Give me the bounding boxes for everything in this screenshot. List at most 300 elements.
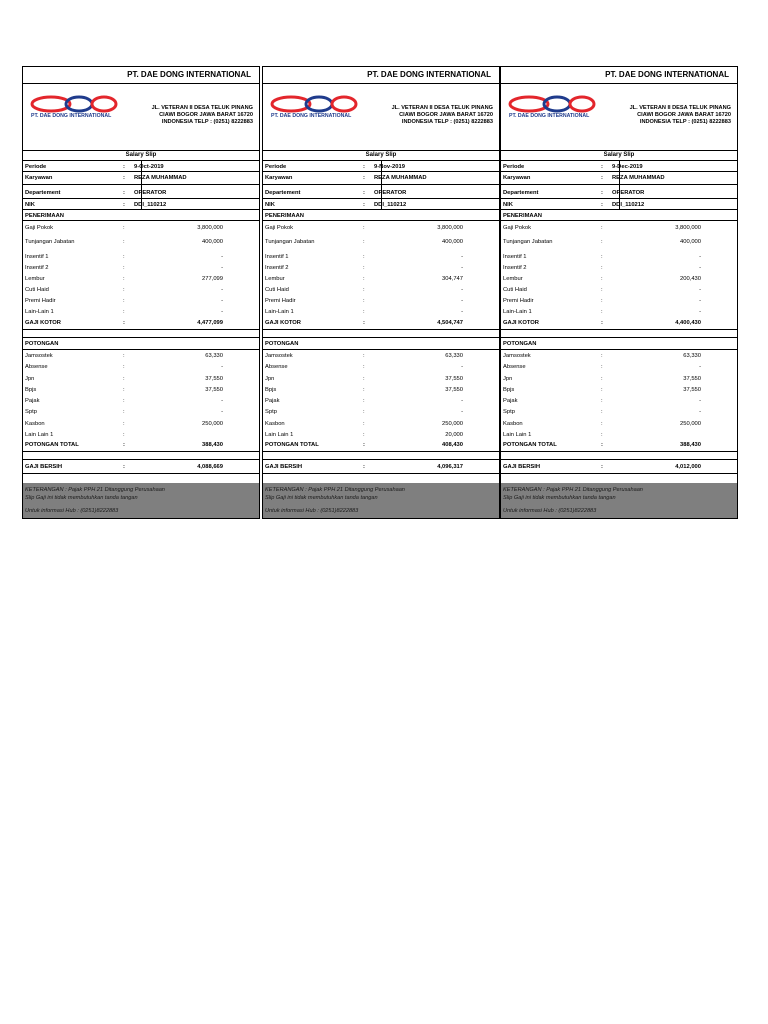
row-divider	[501, 337, 737, 338]
row-insentif2	[263, 264, 499, 272]
row-value: -	[461, 309, 463, 315]
row-value: 400,000	[442, 239, 463, 245]
row-lain-out	[501, 431, 737, 439]
row-premi	[23, 297, 259, 305]
row-label: POTONGAN	[503, 341, 537, 347]
row-gaji-kotor	[23, 319, 259, 327]
row-colon: :	[601, 287, 603, 293]
row-divider	[501, 459, 737, 460]
row-value: -	[221, 254, 223, 260]
row-value: OPERATOR	[612, 190, 645, 196]
row-colon: :	[123, 442, 125, 448]
row-colon: :	[123, 364, 125, 370]
row-label: Bpjs	[265, 387, 277, 393]
row-label: Lain-Lain 1	[265, 309, 294, 315]
row-colon: :	[363, 175, 365, 181]
row-label: GAJI BERSIH	[25, 464, 63, 470]
row-colon: :	[363, 254, 365, 260]
row-label: GAJI BERSIH	[503, 464, 541, 470]
row-label: Absense	[503, 364, 526, 370]
row-gaji-bersih	[501, 463, 737, 471]
row-nik	[23, 201, 259, 209]
row-lembur	[501, 275, 737, 283]
row-value: -	[221, 364, 223, 370]
row-colon: :	[601, 225, 603, 231]
row-value: -	[699, 309, 701, 315]
row-value: -	[221, 409, 223, 415]
row-value: -	[699, 409, 701, 415]
row-colon: :	[123, 265, 125, 271]
row-tunjangan	[23, 238, 259, 246]
row-pajak	[501, 397, 737, 405]
row-divider	[23, 209, 259, 210]
row-colon: :	[363, 353, 365, 359]
row-colon: :	[363, 376, 365, 382]
row-value: -	[699, 364, 701, 370]
row-value: -	[221, 287, 223, 293]
logo-text: PT. DAE DONG INTERNATIONAL	[271, 113, 352, 119]
row-label: Bpjs	[25, 387, 37, 393]
row-colon: :	[601, 387, 603, 393]
row-karyawan	[263, 174, 499, 182]
row-colon: :	[123, 421, 125, 427]
row-label: Cuti Haid	[25, 287, 49, 293]
row-kasbon	[23, 420, 259, 428]
row-jpn	[263, 375, 499, 383]
row-colon: :	[601, 376, 603, 382]
row-value: -	[221, 298, 223, 304]
row-label: Cuti Haid	[265, 287, 289, 293]
row-label: Tunjangan Jabatan	[25, 239, 75, 245]
row-label: Jamsostek	[265, 353, 293, 359]
row-divider	[501, 349, 737, 350]
row-label: Tunjangan Jabatan	[503, 239, 553, 245]
row-value: -	[699, 398, 701, 404]
row-potongan-total	[501, 441, 737, 449]
row-colon: :	[601, 276, 603, 282]
row-colon: :	[363, 398, 365, 404]
row-divider	[263, 220, 499, 221]
row-value: 388,430	[202, 442, 223, 448]
row-value: 3,800,000	[437, 225, 463, 231]
row-divider	[263, 473, 499, 474]
row-value: REZA MUHAMMAD	[134, 175, 187, 181]
row-pajak	[263, 397, 499, 405]
row-label: Departement	[25, 190, 61, 196]
row-label: PENERIMAAN	[25, 213, 64, 219]
footer-note: Slip Gaji ini tidak membutuhkan tanda tangan	[25, 495, 138, 501]
row-label: PENERIMAAN	[265, 213, 304, 219]
row-colon: :	[123, 298, 125, 304]
row-value: REZA MUHAMMAD	[374, 175, 427, 181]
row-value: 37,550	[205, 376, 223, 382]
row-departement	[23, 189, 259, 197]
row-colon: :	[601, 265, 603, 271]
row-label: Insentif 2	[265, 265, 289, 271]
row-label: Jpn	[25, 376, 35, 382]
row-departement	[263, 189, 499, 197]
row-value: -	[461, 409, 463, 415]
row-colon: :	[363, 442, 365, 448]
row-label: Gaji Pokok	[503, 225, 532, 231]
row-colon: :	[363, 432, 365, 438]
row-value: 37,550	[683, 376, 701, 382]
row-value: 250,000	[680, 421, 701, 427]
row-value: -	[461, 254, 463, 260]
row-value: -	[699, 254, 701, 260]
row-label: Tunjangan Jabatan	[265, 239, 315, 245]
row-colon: :	[601, 442, 603, 448]
row-label: Kasbon	[25, 421, 45, 427]
row-lain-in	[501, 308, 737, 316]
row-insentif2	[501, 264, 737, 272]
row-colon: :	[363, 164, 365, 170]
row-periode	[501, 163, 737, 171]
row-value: 4,504,747	[437, 320, 463, 326]
row-divider	[263, 209, 499, 210]
row-colon: :	[123, 254, 125, 260]
row-value: DDI_110212	[134, 202, 167, 208]
row-sptp	[23, 408, 259, 416]
row-penerimaan	[501, 212, 737, 220]
row-value: 388,430	[680, 442, 701, 448]
slip-title: Salary Slip	[125, 152, 157, 158]
row-value: -	[461, 287, 463, 293]
company-name: PT. DAE DONG INTERNATIONAL	[367, 70, 491, 79]
row-colon: :	[601, 164, 603, 170]
row-value: 9-Nov-2019	[374, 164, 405, 170]
row-kasbon	[263, 420, 499, 428]
row-value: 250,000	[202, 421, 223, 427]
row-insentif1	[23, 253, 259, 261]
row-colon: :	[123, 398, 125, 404]
row-colon: :	[363, 387, 365, 393]
row-label: Lain Lain 1	[265, 432, 294, 438]
row-gaji-bersih	[23, 463, 259, 471]
row-potongan	[23, 340, 259, 348]
row-pajak	[23, 397, 259, 405]
footer-info: Untuk informasi Hub : (0251)8222883	[25, 508, 119, 514]
row-lain-out	[263, 431, 499, 439]
row-colon: :	[601, 398, 603, 404]
row-label: Cuti Haid	[503, 287, 527, 293]
row-colon: :	[363, 202, 365, 208]
row-colon: :	[363, 265, 365, 271]
row-colon: :	[363, 421, 365, 427]
row-label: Jamsostek	[503, 353, 531, 359]
row-label: Lain Lain 1	[25, 432, 54, 438]
row-value: 304,747	[442, 276, 463, 282]
slip-footer	[501, 483, 737, 518]
row-value: 4,477,099	[197, 320, 223, 326]
salary-slip	[22, 66, 260, 519]
row-value: 4,096,317	[437, 464, 463, 470]
company-address	[373, 105, 493, 126]
row-colon: :	[123, 190, 125, 196]
title-divider	[263, 150, 499, 151]
row-label: Kasbon	[265, 421, 285, 427]
row-colon: :	[601, 254, 603, 260]
row-jamsostek	[501, 352, 737, 360]
company-name: PT. DAE DONG INTERNATIONAL	[127, 70, 251, 79]
row-penerimaan	[263, 212, 499, 220]
address-line: INDONESIA TELP : (0251) 8222883	[401, 119, 493, 125]
row-value: OPERATOR	[374, 190, 407, 196]
row-value: -	[461, 298, 463, 304]
row-absense	[263, 363, 499, 371]
row-divider	[501, 209, 737, 210]
row-lain-in	[23, 308, 259, 316]
row-value: 277,099	[202, 276, 223, 282]
row-colon: :	[601, 409, 603, 415]
row-label: Lain-Lain 1	[503, 309, 532, 315]
row-colon: :	[123, 309, 125, 315]
row-gaji-pokok	[23, 224, 259, 232]
row-tunjangan	[501, 238, 737, 246]
row-value: 63,330	[683, 353, 701, 359]
row-label: Insentif 2	[25, 265, 49, 271]
row-absense	[23, 363, 259, 371]
row-value: 200,430	[680, 276, 701, 282]
row-divider	[501, 329, 737, 330]
row-value: 4,088,669	[197, 464, 223, 470]
row-divider	[23, 349, 259, 350]
row-label: Sptp	[265, 409, 277, 415]
row-potongan	[501, 340, 737, 348]
row-colon: :	[363, 190, 365, 196]
row-label: Kasbon	[503, 421, 523, 427]
row-label: Sptp	[503, 409, 515, 415]
row-label: Jamsostek	[25, 353, 53, 359]
row-potongan	[263, 340, 499, 348]
row-label: Periode	[265, 164, 287, 170]
row-divider	[263, 459, 499, 460]
row-label: Karyawan	[25, 175, 53, 181]
row-divider	[263, 329, 499, 330]
row-label: GAJI KOTOR	[265, 320, 301, 326]
row-colon: :	[123, 239, 125, 245]
row-colon: :	[123, 202, 125, 208]
row-lain-in	[263, 308, 499, 316]
row-value: -	[699, 287, 701, 293]
row-label: POTONGAN	[265, 341, 299, 347]
row-colon: :	[601, 202, 603, 208]
row-colon: :	[601, 190, 603, 196]
address-line: INDONESIA TELP : (0251) 8222883	[161, 119, 253, 125]
row-bpjs	[23, 386, 259, 394]
row-divider	[23, 220, 259, 221]
row-colon: :	[363, 464, 365, 470]
row-bpjs	[501, 386, 737, 394]
row-label: Bpjs	[503, 387, 515, 393]
row-gaji-pokok	[263, 224, 499, 232]
row-periode	[23, 163, 259, 171]
row-label: NIK	[265, 202, 275, 208]
row-penerimaan	[23, 212, 259, 220]
row-value: -	[461, 265, 463, 271]
row-value: REZA MUHAMMAD	[612, 175, 665, 181]
row-premi	[501, 297, 737, 305]
row-lembur	[263, 275, 499, 283]
row-label: Lembur	[265, 276, 285, 282]
row-value: 4,012,000	[675, 464, 701, 470]
row-label: Insentif 1	[25, 254, 49, 260]
row-gaji-pokok	[501, 224, 737, 232]
row-insentif1	[501, 253, 737, 261]
row-label: Departement	[503, 190, 539, 196]
row-label: NIK	[25, 202, 35, 208]
row-value: 37,550	[205, 387, 223, 393]
title-divider	[23, 150, 259, 151]
company-logo-icon	[507, 95, 599, 119]
row-label: POTONGAN TOTAL	[503, 442, 557, 448]
row-colon: :	[363, 320, 365, 326]
row-label: Pajak	[265, 398, 280, 404]
row-label: POTONGAN TOTAL	[25, 442, 79, 448]
row-label: Absense	[265, 364, 288, 370]
row-value: OPERATOR	[134, 190, 167, 196]
row-label: Periode	[503, 164, 525, 170]
row-jamsostek	[23, 352, 259, 360]
row-label: Insentif 1	[265, 254, 289, 260]
row-value: -	[699, 265, 701, 271]
row-label: GAJI BERSIH	[265, 464, 303, 470]
row-label: PENERIMAAN	[503, 213, 542, 219]
row-label: Absense	[25, 364, 48, 370]
row-colon: :	[363, 298, 365, 304]
row-sptp	[501, 408, 737, 416]
row-value: 37,550	[683, 387, 701, 393]
row-insentif2	[23, 264, 259, 272]
address-line: JL. VETERAN II DESA TELUK PINANG	[629, 105, 731, 111]
address-line: CIAWI BOGOR JAWA BARAT 16720	[159, 112, 253, 118]
row-label: Premi Hadir	[265, 298, 296, 304]
row-value: -	[699, 298, 701, 304]
row-colon: :	[363, 276, 365, 282]
row-value: 3,800,000	[197, 225, 223, 231]
footer-info: Untuk informasi Hub : (0251)8222883	[503, 508, 597, 514]
row-colon: :	[601, 175, 603, 181]
row-label: POTONGAN TOTAL	[265, 442, 319, 448]
row-label: GAJI KOTOR	[25, 320, 61, 326]
company-logo-icon	[269, 95, 361, 119]
row-colon: :	[123, 320, 125, 326]
row-value: DDI_110212	[612, 202, 645, 208]
row-colon: :	[601, 364, 603, 370]
footer-keterangan: KETERANGAN : Pajak PPH 21 Ditanggung Perusahaan	[265, 487, 405, 493]
row-colon: :	[123, 225, 125, 231]
row-colon: :	[123, 175, 125, 181]
row-label: Periode	[25, 164, 47, 170]
row-divider	[263, 337, 499, 338]
row-premi	[263, 297, 499, 305]
row-value: 37,550	[445, 387, 463, 393]
row-jpn	[501, 375, 737, 383]
row-label: Jpn	[503, 376, 513, 382]
address-line: CIAWI BOGOR JAWA BARAT 16720	[637, 112, 731, 118]
row-value: 400,000	[680, 239, 701, 245]
row-label: Insentif 2	[503, 265, 527, 271]
address-line: JL. VETERAN II DESA TELUK PINANG	[391, 105, 493, 111]
salary-slip	[500, 66, 738, 519]
row-gaji-bersih	[263, 463, 499, 471]
row-colon: :	[363, 409, 365, 415]
row-label: Sptp	[25, 409, 37, 415]
row-label: Karyawan	[265, 175, 293, 181]
row-value: 400,000	[202, 239, 223, 245]
row-gaji-kotor	[501, 319, 737, 327]
row-lain-out	[23, 431, 259, 439]
row-label: Departement	[265, 190, 301, 196]
slip-title: Salary Slip	[603, 152, 635, 158]
footer-note: Slip Gaji ini tidak membutuhkan tanda tangan	[503, 495, 616, 501]
header-divider	[23, 83, 259, 84]
row-colon: :	[363, 225, 365, 231]
row-label: Pajak	[25, 398, 40, 404]
row-insentif1	[263, 253, 499, 261]
row-colon: :	[123, 409, 125, 415]
row-cuti	[23, 286, 259, 294]
logo-text: PT. DAE DONG INTERNATIONAL	[509, 113, 590, 119]
row-potongan-total	[23, 441, 259, 449]
company-name: PT. DAE DONG INTERNATIONAL	[605, 70, 729, 79]
row-colon: :	[601, 320, 603, 326]
footer-note: Slip Gaji ini tidak membutuhkan tanda tangan	[265, 495, 378, 501]
footer-keterangan: KETERANGAN : Pajak PPH 21 Ditanggung Perusahaan	[25, 487, 165, 493]
row-value: -	[221, 398, 223, 404]
row-value: 3,800,000	[675, 225, 701, 231]
company-address	[611, 105, 731, 126]
row-colon: :	[601, 298, 603, 304]
row-divider	[263, 349, 499, 350]
row-value: 4,400,430	[675, 320, 701, 326]
row-colon: :	[363, 239, 365, 245]
row-absense	[501, 363, 737, 371]
row-colon: :	[123, 164, 125, 170]
row-value: -	[221, 265, 223, 271]
address-line: INDONESIA TELP : (0251) 8222883	[639, 119, 731, 125]
salary-slip	[262, 66, 500, 519]
row-colon: :	[123, 376, 125, 382]
row-label: Jpn	[265, 376, 275, 382]
row-colon: :	[601, 239, 603, 245]
row-value: 9-Oct-2019	[134, 164, 164, 170]
row-divider	[263, 451, 499, 452]
slip-title: Salary Slip	[365, 152, 397, 158]
row-divider	[23, 337, 259, 338]
row-colon: :	[601, 353, 603, 359]
company-logo-icon	[29, 95, 121, 119]
row-colon: :	[601, 309, 603, 315]
row-label: Premi Hadir	[25, 298, 56, 304]
row-colon: :	[601, 464, 603, 470]
row-colon: :	[363, 287, 365, 293]
row-divider	[23, 473, 259, 474]
row-cuti	[263, 286, 499, 294]
row-potongan-total	[263, 441, 499, 449]
row-label: Pajak	[503, 398, 518, 404]
address-line: CIAWI BOGOR JAWA BARAT 16720	[399, 112, 493, 118]
row-lembur	[23, 275, 259, 283]
row-label: NIK	[503, 202, 513, 208]
row-colon: :	[363, 364, 365, 370]
row-cuti	[501, 286, 737, 294]
row-label: Karyawan	[503, 175, 531, 181]
row-label: Lembur	[25, 276, 45, 282]
row-label: Insentif 1	[503, 254, 527, 260]
row-value: -	[461, 398, 463, 404]
slip-footer	[263, 483, 499, 518]
